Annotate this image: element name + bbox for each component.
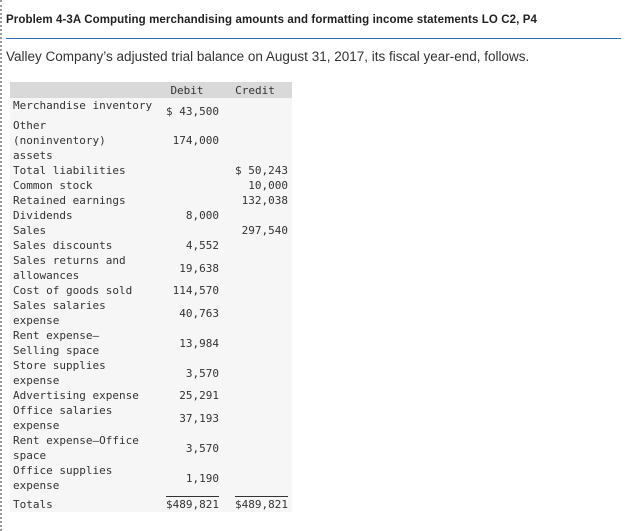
table-row [10,388,292,403]
problem-title: Problem 4-3A Computing merchandising amounts and formatting income statements LO C2, P4 [6,14,537,26]
table-row [10,283,292,298]
debit-cell: 114,570 [172,284,219,297]
table-row [10,298,292,328]
account-cell: Cost of goods sold [13,284,133,297]
debit-cell [155,223,222,238]
account-cell: Sales discounts [13,239,113,252]
account-cell: Common stock [13,179,93,192]
credit-cell [222,328,292,358]
table-row [10,328,292,358]
debit-cell: 4,552 [185,239,219,252]
account-cell: Sales [13,224,47,237]
table-row [10,178,292,193]
account-cell [10,463,155,493]
credit-cell: 10,000 [248,179,288,192]
debit-cell: 3,570 [185,366,219,380]
title-divider [6,38,621,39]
table-row [10,208,292,223]
account-cell [10,118,155,163]
credit-cell: 132,038 [241,194,288,207]
credit-cell: 297,540 [241,224,288,237]
debit-cell: 3,570 [185,441,219,455]
totals-label: Totals [13,498,53,511]
account-cell [10,403,155,433]
header-account [10,82,155,98]
table-row [10,118,292,163]
header-debit: Debit [155,82,222,98]
credit-cell [222,463,292,493]
credit-cell [222,298,292,328]
credit-cell [222,253,292,283]
credit-cell [222,358,292,388]
totals-row [10,493,292,512]
account-cell [10,328,155,358]
header-credit: Credit [222,82,292,98]
account-line: Rent expense—Selling space [13,329,100,357]
account-cell: Advertising expense [13,389,139,402]
debit-cell [155,163,222,178]
debit-cell: 25,291 [179,389,219,402]
account-line: Rent expense—Office space [13,434,139,462]
account-cell: Dividends [13,209,73,222]
debit-cell: 19,638 [179,261,219,275]
credit-cell [222,118,292,163]
credit-cell [222,238,292,253]
table-row [10,403,292,433]
table-row [10,463,292,493]
totals-debit-cell [155,493,222,512]
debit-cell [155,193,222,208]
account-line: Sales salaries expense [13,299,106,327]
table-row [10,238,292,253]
debit-cell: 1,190 [185,471,219,485]
debit-cell: 40,763 [179,306,219,320]
table-row [10,163,292,178]
credit-cell [222,433,292,463]
table-row [10,98,292,118]
debit-cell: 13,984 [179,336,219,350]
debit-cell: 37,193 [179,411,219,425]
debit-cell [155,178,222,193]
totals-credit-cell [222,493,292,512]
totals-credit: $489,821 [235,498,288,511]
trial-balance-table [10,82,292,512]
account-cell: Sales returns and allowances [13,254,126,282]
table-row [10,433,292,463]
credit-cell: $ 50,243 [235,164,288,177]
account-line: Office supplies expense [13,464,113,492]
credit-cell [222,403,292,433]
table-row [10,358,292,388]
table-row [10,193,292,208]
credit-cell [222,283,292,298]
left-dotted-edge [0,0,4,531]
account-line: Office salaries expense [13,404,113,432]
debit-cell: 8,000 [185,209,219,222]
credit-cell [222,208,292,223]
account-cell [10,358,155,388]
totals-debit: $489,821 [166,498,219,511]
account-cell: Total liabilities [13,164,126,177]
account-cell: Retained earnings [13,194,126,207]
debit-cell: $ 43,500 [166,105,219,118]
account-line: Other (noninventory) assets [13,119,106,162]
credit-cell [222,98,292,118]
table-row [10,253,292,283]
account-line: Store supplies expense [13,359,106,387]
debit-cell: 174,000 [172,134,219,147]
account-cell [10,298,155,328]
table-row [10,223,292,238]
account-cell [10,433,155,463]
table-header-row [10,82,292,98]
credit-cell [222,388,292,403]
intro-text: Valley Company’s adjusted trial balance on August 31, 2017, its fiscal year-end, follows. [6,49,530,64]
account-cell: Merchandise inventory [13,99,153,112]
